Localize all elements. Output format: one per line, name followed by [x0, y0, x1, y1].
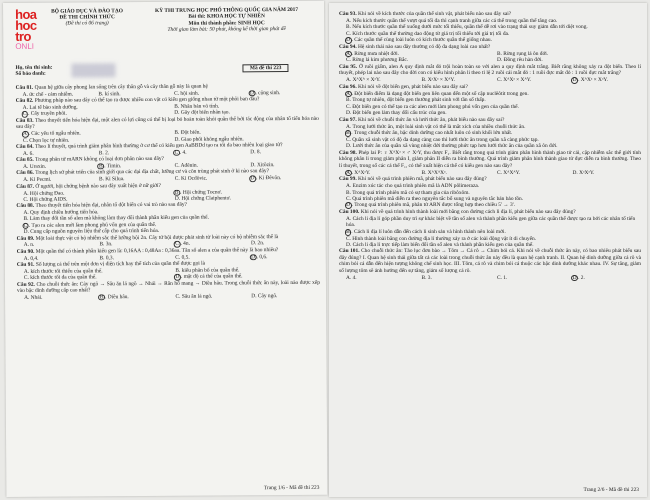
question-number: Câu 99.	[339, 176, 359, 183]
answer-option: C. Hội chứng AIDS.	[23, 196, 68, 204]
answer-option: D. 2n.	[250, 240, 265, 247]
official-label: ĐỀ THI CHÍNH THỨC	[59, 14, 115, 21]
answer-option: D. XᵃXᵃY.	[572, 169, 595, 176]
question-text: Theo lí thuyết, quá trình giảm phân bình thường ở cơ thể có kiểu gen AaBBDd tạo ra tối đa bao nhiêu loại giao tử?	[35, 141, 283, 150]
answer-option: D . 2.	[572, 274, 585, 281]
question-number: Câu 100.	[339, 209, 361, 216]
question-item	[339, 44, 641, 50]
answer-option: B. Nhân bản vô tính.	[174, 103, 220, 110]
answer-option: B. kiểu phân bố của quần thể.	[175, 267, 240, 274]
handwritten-circle-mark: C	[23, 222, 28, 229]
logo-text: hoa hoc tro	[15, 6, 37, 44]
answer-option: C. Kích thước quần thể thường dao động từ giá trị tối thiểu tới giá trị tối đa.	[346, 30, 510, 37]
handwritten-circle-mark: B	[98, 163, 103, 170]
answer-option: B. Trong tự nhiên, đột biến gen thường phát sinh với tần số thấp.	[346, 97, 486, 104]
answer-option: C. Rừng lá kim phương Bắc.	[346, 57, 409, 64]
answer-option: B. Làm thay đổi tần số alen mà không làm thay đổi thành phần kiểu gen của quần thể.	[23, 214, 209, 223]
question-item	[339, 176, 641, 182]
page-2-content	[339, 11, 641, 281]
page-footer-right: Trang 2/6 - Mã đề thi 223	[583, 487, 639, 493]
question-text: Theo thuyết tiến hóa hiện đại, nhân tố đột biến có vai trò nào sau đây?	[35, 202, 187, 210]
answer-option: C. kích thước tối đa của quần thể.	[23, 274, 97, 282]
answer-option: D. Gây đột biến nhân tạo.	[174, 109, 230, 117]
answer-option: D . mật độ cá thể của quần thể.	[175, 273, 243, 280]
question-text: Khi nói về đột biến gen, phát biểu nào sau đây sai?	[358, 83, 468, 90]
question-text: Một quần thể có thành phần kiểu gen là: 0,16AA : 0,48Aa : 0,36aa. Tần số alen a của quần thể này là bao nhiêu?	[35, 246, 279, 255]
answer-option: B . Hội chứng Tocnơ.	[174, 189, 222, 196]
answer-option: A. Kỉ Pecmi.	[23, 176, 52, 184]
question-text: Phép lai P: ♀ XᴬXᵃ × ♂ XᵃY, thu được F₁. Biết rằng trong quá trình giảm phân hình thành giao tử cái, cặp nhiễm sắc thể giới tính không phân li trong giảm phân I, giảm phân II diễn ra bình thường. Quá trình giảm phân hình thành giao tử đực diễn ra bình thường. Theo lí thuyết, trong số các cá thể F₁, có thể xuất hiện cá thể có kiểu gen nào sau đây?	[339, 149, 641, 169]
ministry-name: BỘ GIÁO DỤC VÀ ĐÀO TẠO	[51, 8, 124, 15]
question-text: Phương pháp nào sau đây có thể tạo ra được nhiều con vật có kiểu gen giống nhau từ một phôi ban đầu?	[34, 96, 260, 105]
question-text: Ở người, hội chứng bệnh nào sau đây xuất hiện ở nữ giới?	[35, 182, 161, 190]
answer-options	[339, 170, 641, 177]
handwritten-circle-mark: D	[251, 253, 256, 260]
answer-option: B . Timin.	[98, 163, 122, 170]
answer-option: A. Hội chứng Đao.	[23, 190, 65, 197]
answer-option: B. Rừng rụng lá ôn đới.	[497, 50, 549, 57]
answer-option: D. Xitôzin.	[250, 161, 275, 169]
answer-option: B . Trong chuỗi thức ăn, bậc dinh dưỡng cao nhất luôn có sinh khối lớn nhất.	[346, 130, 513, 137]
answer-options	[339, 183, 641, 209]
handwritten-circle-mark: B	[346, 130, 350, 137]
answer-option: B . Cách li địa lí luôn dẫn đến cách li sinh sản và hình thành nên loài mới.	[346, 228, 506, 235]
answer-option: D. Cung cấp nguồn nguyên liệu thứ cấp cho quá trình tiến hóa.	[23, 228, 160, 236]
answer-option: B. 3n.	[99, 241, 113, 248]
answer-option: A. 4.	[346, 274, 357, 281]
handwritten-circle-mark: A	[22, 130, 27, 137]
question-number: Câu 90.	[16, 248, 36, 255]
question-text: Trong lịch sử phát triển của sinh giới qua các đại địa chất, lưỡng cư và côn trùng phát sinh ở kỉ nào sau đây?	[35, 168, 269, 177]
handwritten-circle-mark: D	[572, 274, 577, 281]
answer-option: B. 3.	[421, 274, 432, 281]
answer-option: C. 1.	[497, 274, 508, 281]
question-text: Quan hệ giữa cây phong lan sống trên cây thân gỗ và cây thân gỗ này là quan hệ	[34, 83, 208, 91]
question-number: Câu 98.	[339, 149, 359, 156]
answer-option: C. Sâu ăn lá ngô.	[175, 293, 213, 300]
answer-option: A . Rừng mưa nhiệt đới.	[346, 50, 399, 57]
answer-option: A. XᴬXᴬ × XᵃY.	[346, 77, 381, 84]
question-text: Một loài thực vật có bộ nhiễm sắc thể lưỡng bội 2n. Cây tứ bội được phát sinh từ loài này có bộ nhiễm sắc thể là	[35, 233, 279, 242]
answer-option: D . XᴬXᵃ × XᵃY.	[572, 77, 608, 84]
answer-options	[16, 188, 319, 203]
answer-options	[339, 275, 641, 282]
answer-option: C. Chọn lọc tự nhiên.	[22, 137, 70, 144]
answer-option: C. Đột biến gen có thể tạo ra các alen mới làm phong phú vốn gen của quần thể.	[346, 103, 519, 110]
answer-option: C. 0,5.	[175, 254, 190, 261]
answer-options	[17, 267, 320, 282]
answer-option: D. Giao phối không ngẫu nhiên.	[174, 135, 244, 143]
time-note: Thời gian làm bài: 50 phút, không kể thời gian phát đề	[167, 25, 286, 33]
answer-option: D . cộng sinh.	[249, 89, 281, 97]
question-text: Theo thuyết tiến hóa hiện đại, một alen có lợi cũng có thể bị loại bỏ hoàn toàn khỏi quần thể bởi tác động của nhân tố tiến hóa nào sau đây?	[15, 115, 319, 131]
handwritten-circle-mark: B	[346, 228, 350, 235]
answer-option: C. XᴬXᴬY.	[497, 169, 521, 176]
question-text: Trong phân tử mARN không có loại đơn phân nào sau đây?	[35, 156, 164, 163]
question-number: Câu 93.	[339, 11, 359, 17]
ministry-block	[37, 8, 137, 27]
answer-option: D . Các quần thể cùng loài luôn có kích thước quần thể giống nhau.	[346, 37, 492, 44]
answer-options	[16, 129, 319, 144]
answer-option: A. Nhái.	[24, 294, 43, 301]
exam-title: KỲ THI TRUNG HỌC PHỔ THÔNG QUỐC GIA NĂM 2017	[155, 6, 299, 14]
handwritten-circle-mark: D	[346, 37, 350, 44]
question-number: Câu 91.	[16, 261, 36, 269]
page-1-content	[15, 7, 320, 301]
handwritten-circle-mark: A	[346, 50, 350, 57]
question-text: Hệ sinh thái nào sau đây thường có độ đa dạng loài cao nhất?	[358, 43, 491, 50]
answer-option: B. XᴬXᴬXᵃ.	[421, 169, 447, 176]
answer-option: C . 4.	[174, 149, 187, 156]
question-item	[339, 117, 641, 123]
answer-option: C . Tạo ra các alen mới làm phong phú vốn gen của quần thể.	[23, 221, 157, 229]
question-list-left	[16, 83, 321, 301]
question-text: Khi nói về kích thước của quần thể sinh vật, phát biểu nào sau đây sai?	[358, 11, 512, 17]
exam-page-2	[329, 3, 647, 497]
answer-option: A. Nếu kích thước quần thể vượt quá tối đa thì cạnh tranh giữa các cá thể trong quần thể tăng cao.	[346, 17, 558, 24]
answer-option: A. Enzim xúc tác cho quá trình phiên mã là ADN pôlimeraza.	[346, 183, 480, 190]
answer-option: D. Cây ngô.	[251, 292, 278, 300]
logo-subtext: ONLI	[15, 41, 35, 51]
answer-option: B. XᵃXᵃ × XᴬY.	[421, 77, 455, 84]
sbd-label: Số báo danh:	[15, 70, 46, 78]
answer-option: D. Đồng rêu hàn đới.	[497, 57, 543, 64]
answer-option: A. 0,4.	[23, 255, 39, 262]
handwritten-circle-mark: B	[99, 294, 104, 301]
question-text: Số lượng cá thể trên một đơn vị diện tích hay thể tích của quần thể được gọi là	[35, 260, 206, 268]
answer-option: A. n.	[23, 242, 35, 249]
exam-title-block	[135, 7, 318, 33]
answer-option: A. Lai tế bào sinh dưỡng.	[22, 104, 78, 111]
handwritten-circle-mark: C	[175, 241, 179, 248]
question-item	[339, 209, 641, 215]
exam-part: Bài thi: KHOA HỌC TỰ NHIÊN	[188, 13, 265, 21]
answer-option: A. Cách li địa lí góp phần duy trì sự khác biệt về tần số alen và thành phần kiểu gen giữa các quần thể được tạo ra bởi các nhân tố tiến hóa.	[346, 216, 636, 229]
answer-option: B . Diều hâu.	[99, 293, 129, 301]
question-text: Khi nói về chuỗi thức ăn và lưới thức ăn, phát biểu nào sau đây sai?	[358, 116, 505, 123]
candidate-form	[15, 63, 318, 85]
handwritten-circle-mark: D	[346, 202, 350, 209]
question-number: Câu 96.	[339, 83, 359, 90]
handwritten-circle-mark: C	[174, 149, 179, 156]
question-number: Câu 95.	[339, 63, 359, 70]
question-text: Khi nói về quá trình hình thành loài mới bằng con đường cách li địa lí, phát biểu nào sau đây đúng?	[360, 209, 576, 216]
exam-page-1	[3, 1, 327, 497]
answer-options	[339, 124, 641, 150]
handwritten-circle-mark: C	[22, 111, 27, 118]
handwritten-circle-mark: B	[174, 189, 179, 196]
subject-name: Môn thi thành phần: SINH HỌC	[188, 19, 265, 27]
name-label: Họ, tên thí sinh:	[15, 64, 53, 71]
question-text: Cho chuỗi thức ăn: Cây ngô → Sâu ăn lá ngô → Nhái → Rắn hổ mang → Diều hâu. Trong chuỗi thức ăn này, loài nào được xếp vào bậc dinh dưỡng cấp cao nhất?	[16, 279, 320, 294]
pages-note: (Đề thi có 06 trang)	[65, 20, 109, 27]
exam-code: Mã đề thi 223	[243, 64, 289, 73]
answer-option: B. Trong quá trình phiên mã có sự tham gia của ribôxôm.	[346, 189, 470, 196]
answer-option: C . Cấy truyền phôi.	[22, 110, 67, 118]
question-number: Câu 82.	[15, 98, 35, 105]
question-number: Câu 92.	[16, 281, 37, 288]
answer-option: A. Trong lưới thức ăn, một loài sinh vật có thể là mắt xích của nhiều chuỗi thức ăn.	[346, 123, 526, 130]
question-number: Câu 86.	[16, 170, 36, 177]
question-text: Cho chuỗi thức ăn: Tảo lục đơn bào → Tôm → Cá rô → Chim bói cá. Khi nói về chuỗi thức ăn này, có bao nhiêu phát biểu sau đây đúng? I. Quan hệ sinh thái giữa tất cả các loài trong chuỗi thức ăn này đều là quan hệ cạnh tranh. II. Quan hệ dinh dưỡng giữa cá rô và chim bói cá dẫn đến hiện tượng không chế sinh học. III. Tôm, cá rô và chim bói cá thuộc các bậc dinh dưỡng khác nhau. IV. Sự tăng, giảm số lượng tôm sẽ ảnh hưởng đến sự tăng, giảm số lượng cá rô.	[339, 248, 641, 274]
answer-option: A. Uraxin.	[23, 163, 47, 170]
answer-option: C. hội sinh.	[174, 90, 200, 97]
handwritten-circle-mark: D	[175, 273, 180, 280]
exam-header	[15, 7, 318, 63]
answer-option: C . 4n.	[175, 240, 190, 248]
answer-option: B. Kỉ Silua.	[98, 176, 125, 183]
answer-option: D. 8.	[250, 148, 261, 155]
question-number: Câu 84.	[15, 143, 36, 150]
answer-option: A. ức chế - cảm nhiễm.	[22, 91, 74, 98]
answer-option: B. Đột biến.	[174, 129, 201, 136]
question-number: Câu 89.	[16, 235, 36, 242]
question-number: Câu 101.	[339, 248, 362, 255]
answer-option: C. XᴬXᵃ × XᴬY.	[497, 77, 532, 84]
question-number: Câu 87.	[16, 183, 36, 190]
answer-option: D. Lưới thức ăn của quần xã vùng nhiệt đới thường phức tạp hơn lưới thức ăn của quần xã ôn đới.	[346, 143, 558, 150]
answer-option: D. Hội chứng Claiphentơ.	[174, 195, 231, 202]
answer-options	[339, 91, 641, 117]
answer-options	[16, 208, 319, 235]
answer-option: D. Cách li địa lí trực tiếp làm biến đổi tần số alen và thành phần kiểu gen của quần thể.	[346, 241, 534, 248]
answer-options	[339, 216, 641, 248]
answer-option: B. kí sinh.	[98, 90, 121, 98]
answer-option: D . Kỉ Đêvôn.	[250, 175, 282, 182]
answer-option: A. 6.	[23, 150, 34, 157]
handwritten-circle-mark: D	[250, 175, 255, 182]
answer-option: C. Quần xã sinh vật có độ đa dạng càng cao thì lưới thức ăn trong quần xã càng phức tạp.	[346, 136, 539, 143]
question-item	[339, 64, 641, 77]
answer-option: A . Các yếu tố ngẫu nhiên.	[22, 130, 81, 137]
answer-option: C. Kỉ Ocđôvic.	[174, 175, 208, 183]
question-text: Khi nói về quá trình phiên mã, phát biểu nào sau đây đúng?	[358, 176, 487, 183]
answer-option: B. 0,3.	[99, 254, 114, 261]
handwritten-circle-mark: A	[346, 90, 350, 97]
answer-option: D. Đột biến gen làm thay đổi cấu trúc của gen.	[346, 110, 447, 117]
answer-options	[16, 103, 319, 118]
answer-option: A . Đột biến điểm là dạng đột biến gen liên quan đến một số cặp nuclêôtit trong gen.	[346, 90, 529, 97]
handwritten-circle-mark: D	[572, 77, 577, 84]
answer-option: B. 2.	[98, 149, 110, 156]
page-footer-left: Trang 1/6 - Mã đề thi 223	[263, 484, 320, 492]
question-number: Câu 88.	[16, 203, 36, 210]
answer-options	[17, 293, 320, 302]
question-number: Câu 97.	[339, 116, 359, 123]
question-item	[339, 11, 641, 17]
answer-option: D . Trong quá trình phiên mã, phân tử ARN được tổng hợp theo chiều 5' → 3'.	[346, 202, 515, 209]
question-list-right	[339, 11, 641, 281]
handwritten-circle-mark: A	[346, 169, 350, 176]
answer-options	[339, 77, 641, 84]
question-item	[339, 248, 641, 274]
answer-option: C. Hình thành loài bằng con đường địa lí thường xảy ra ở các loài động vật ít di chuyển.	[346, 235, 536, 242]
question-number: Câu 83.	[15, 117, 36, 124]
question-item	[339, 150, 641, 169]
redacted-info	[71, 63, 115, 77]
question-number: Câu 85.	[16, 156, 36, 164]
answer-option: A. Quy định chiều hướng tiến hóa.	[23, 209, 99, 217]
question-text: Ở ruồi giấm, alen A quy định mắt đỏ trội hoàn toàn so với alen a quy định mắt trắng. Biết rằng không xảy ra đột biến. Theo lí thuyết, phép lai nào sau đây cho đời con có kiểu hình phân li theo tỉ lệ 2 ruồi cái mắt đỏ : 1 ruồi đực mắt đỏ : 1 ruồi đực mắt trắng?	[339, 63, 641, 77]
question-number: Câu 94.	[339, 43, 359, 50]
answer-option: A. kích thước tối thiểu của quần thể.	[23, 268, 103, 275]
answer-option: D . 0,6.	[251, 253, 268, 260]
answer-options	[339, 18, 641, 44]
question-number: Câu 81.	[15, 84, 35, 91]
answer-option: C. Quá trình phiên mã diễn ra theo nguyên tắc bổ sung và nguyên tắc bán bảo tồn.	[346, 196, 524, 203]
handwritten-circle-mark: D	[249, 90, 254, 97]
answer-option: B. Nếu kích thước quần thể xuống dưới mức tối thiểu, quần thể dễ rơi vào trạng thái suy giảm dẫn tới diệt vong.	[346, 24, 588, 31]
answer-option: A . XᴬXᵃY.	[346, 169, 371, 176]
question-item	[339, 84, 641, 90]
answer-option: C. Ađênin.	[174, 162, 198, 169]
answer-options	[339, 51, 641, 64]
